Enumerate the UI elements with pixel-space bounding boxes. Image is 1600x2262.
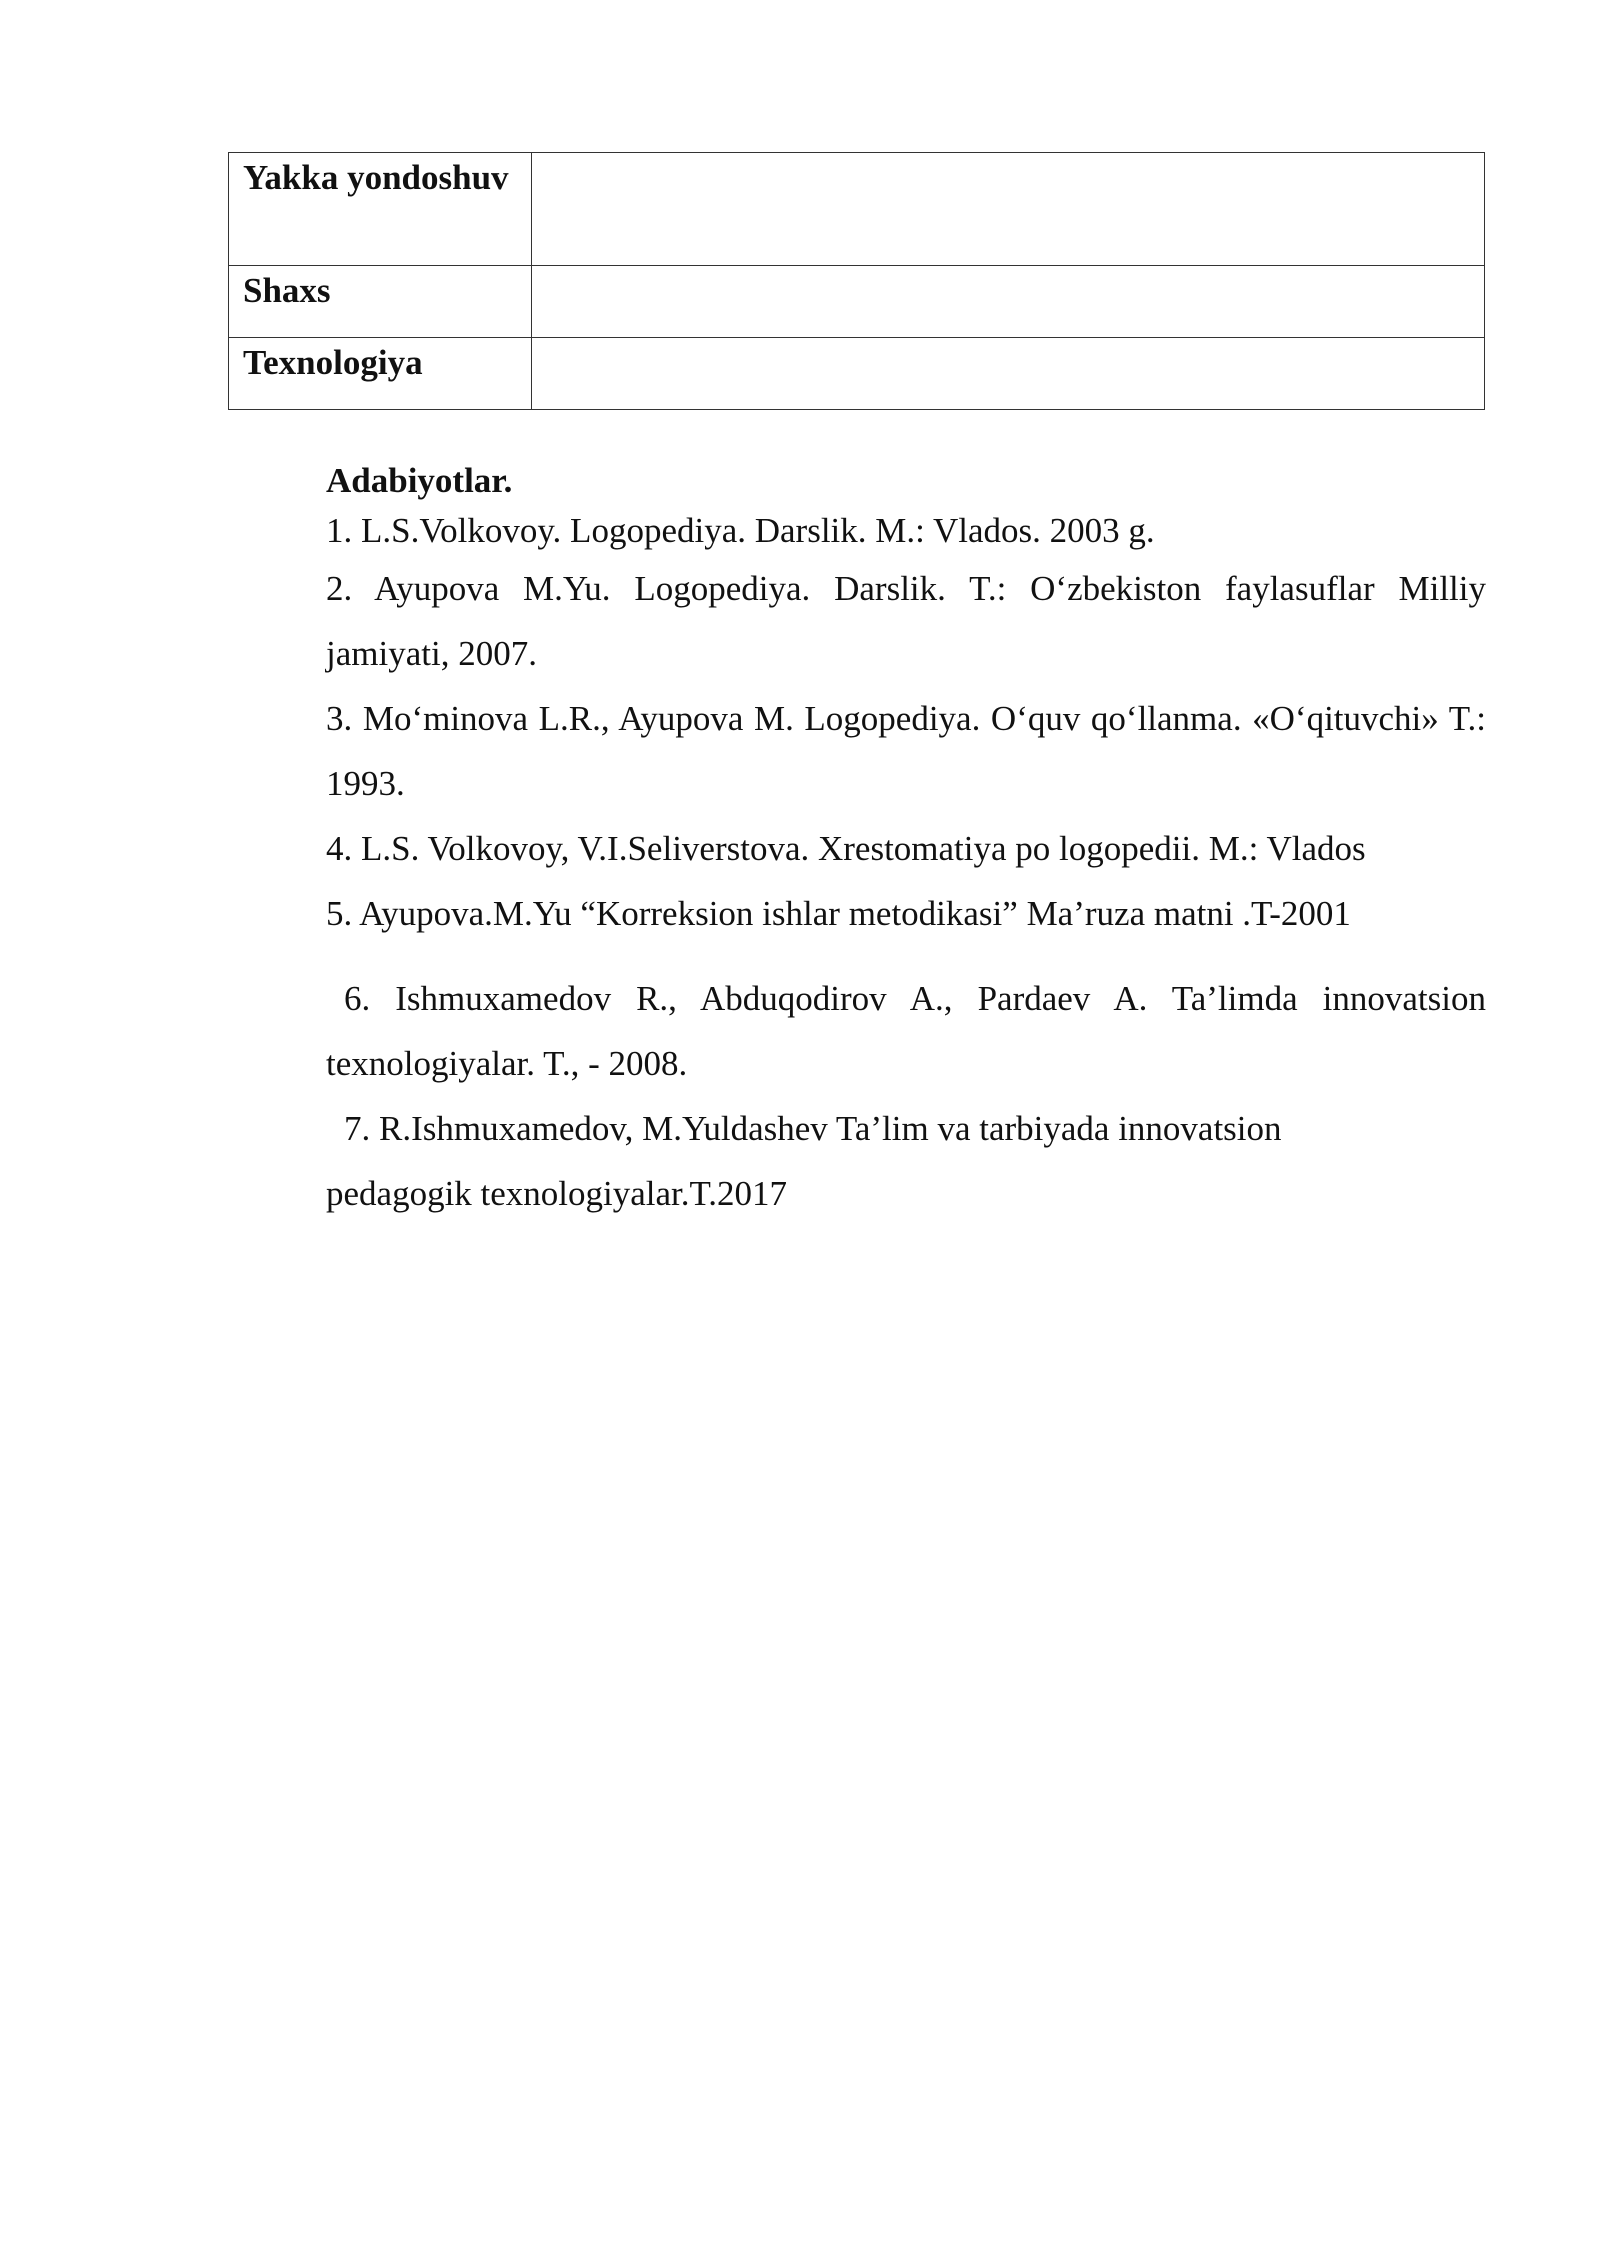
table-row (229, 266, 1485, 338)
table-row (229, 153, 1485, 266)
reference-item-7: 7. R.Ishmuxamedov, M.Yuldashev Ta’lim va tarbiyada innovatsion pedagogik texnologiyalar.T.2017 (326, 1109, 1282, 1213)
references-section (326, 456, 1486, 1226)
table-row (229, 338, 1485, 410)
row-label-shaxs: Shaxs (229, 266, 532, 338)
row-value-cell (532, 338, 1485, 410)
row-value-cell (532, 153, 1485, 266)
reference-item-1: 1. L.S.Volkovoy. Logopediya. Darslik. M.: Vlados. 2003 g. (326, 511, 1155, 550)
row-label-texnologiya: Texnologiya (229, 338, 532, 410)
reference-item-2: 2. Ayupova M.Yu. Logopediya. Darslik. T.: O‘zbekiston faylasuflar Milliy jamiyati, 2007. (326, 569, 1486, 673)
row-label-yakka-yondoshuv: Yakka yondoshuv (229, 153, 532, 266)
row-value-cell (532, 266, 1485, 338)
reference-item-4: 4. L.S. Volkovoy, V.I.Seliverstova. Xrestomatiya po logopedii. M.: Vlados (326, 829, 1366, 868)
approach-table (228, 152, 1485, 410)
references-title: Adabiyotlar. (326, 461, 513, 500)
reference-item-5: 5. Ayupova.M.Yu “Korreksion ishlar metodikasi” Ma’ruza matni .T-2001 (326, 894, 1351, 933)
reference-item-6: 6. Ishmuxamedov R., Abduqodirov A., Pardaev A. Ta’limda innovatsion texnologiyalar. T., - 2008. (326, 979, 1486, 1083)
reference-item-3: 3. Mo‘minova L.R., Ayupova M. Logopediya. O‘quv qo‘llanma. «O‘qituvchi» T.: 1993. (326, 699, 1486, 803)
